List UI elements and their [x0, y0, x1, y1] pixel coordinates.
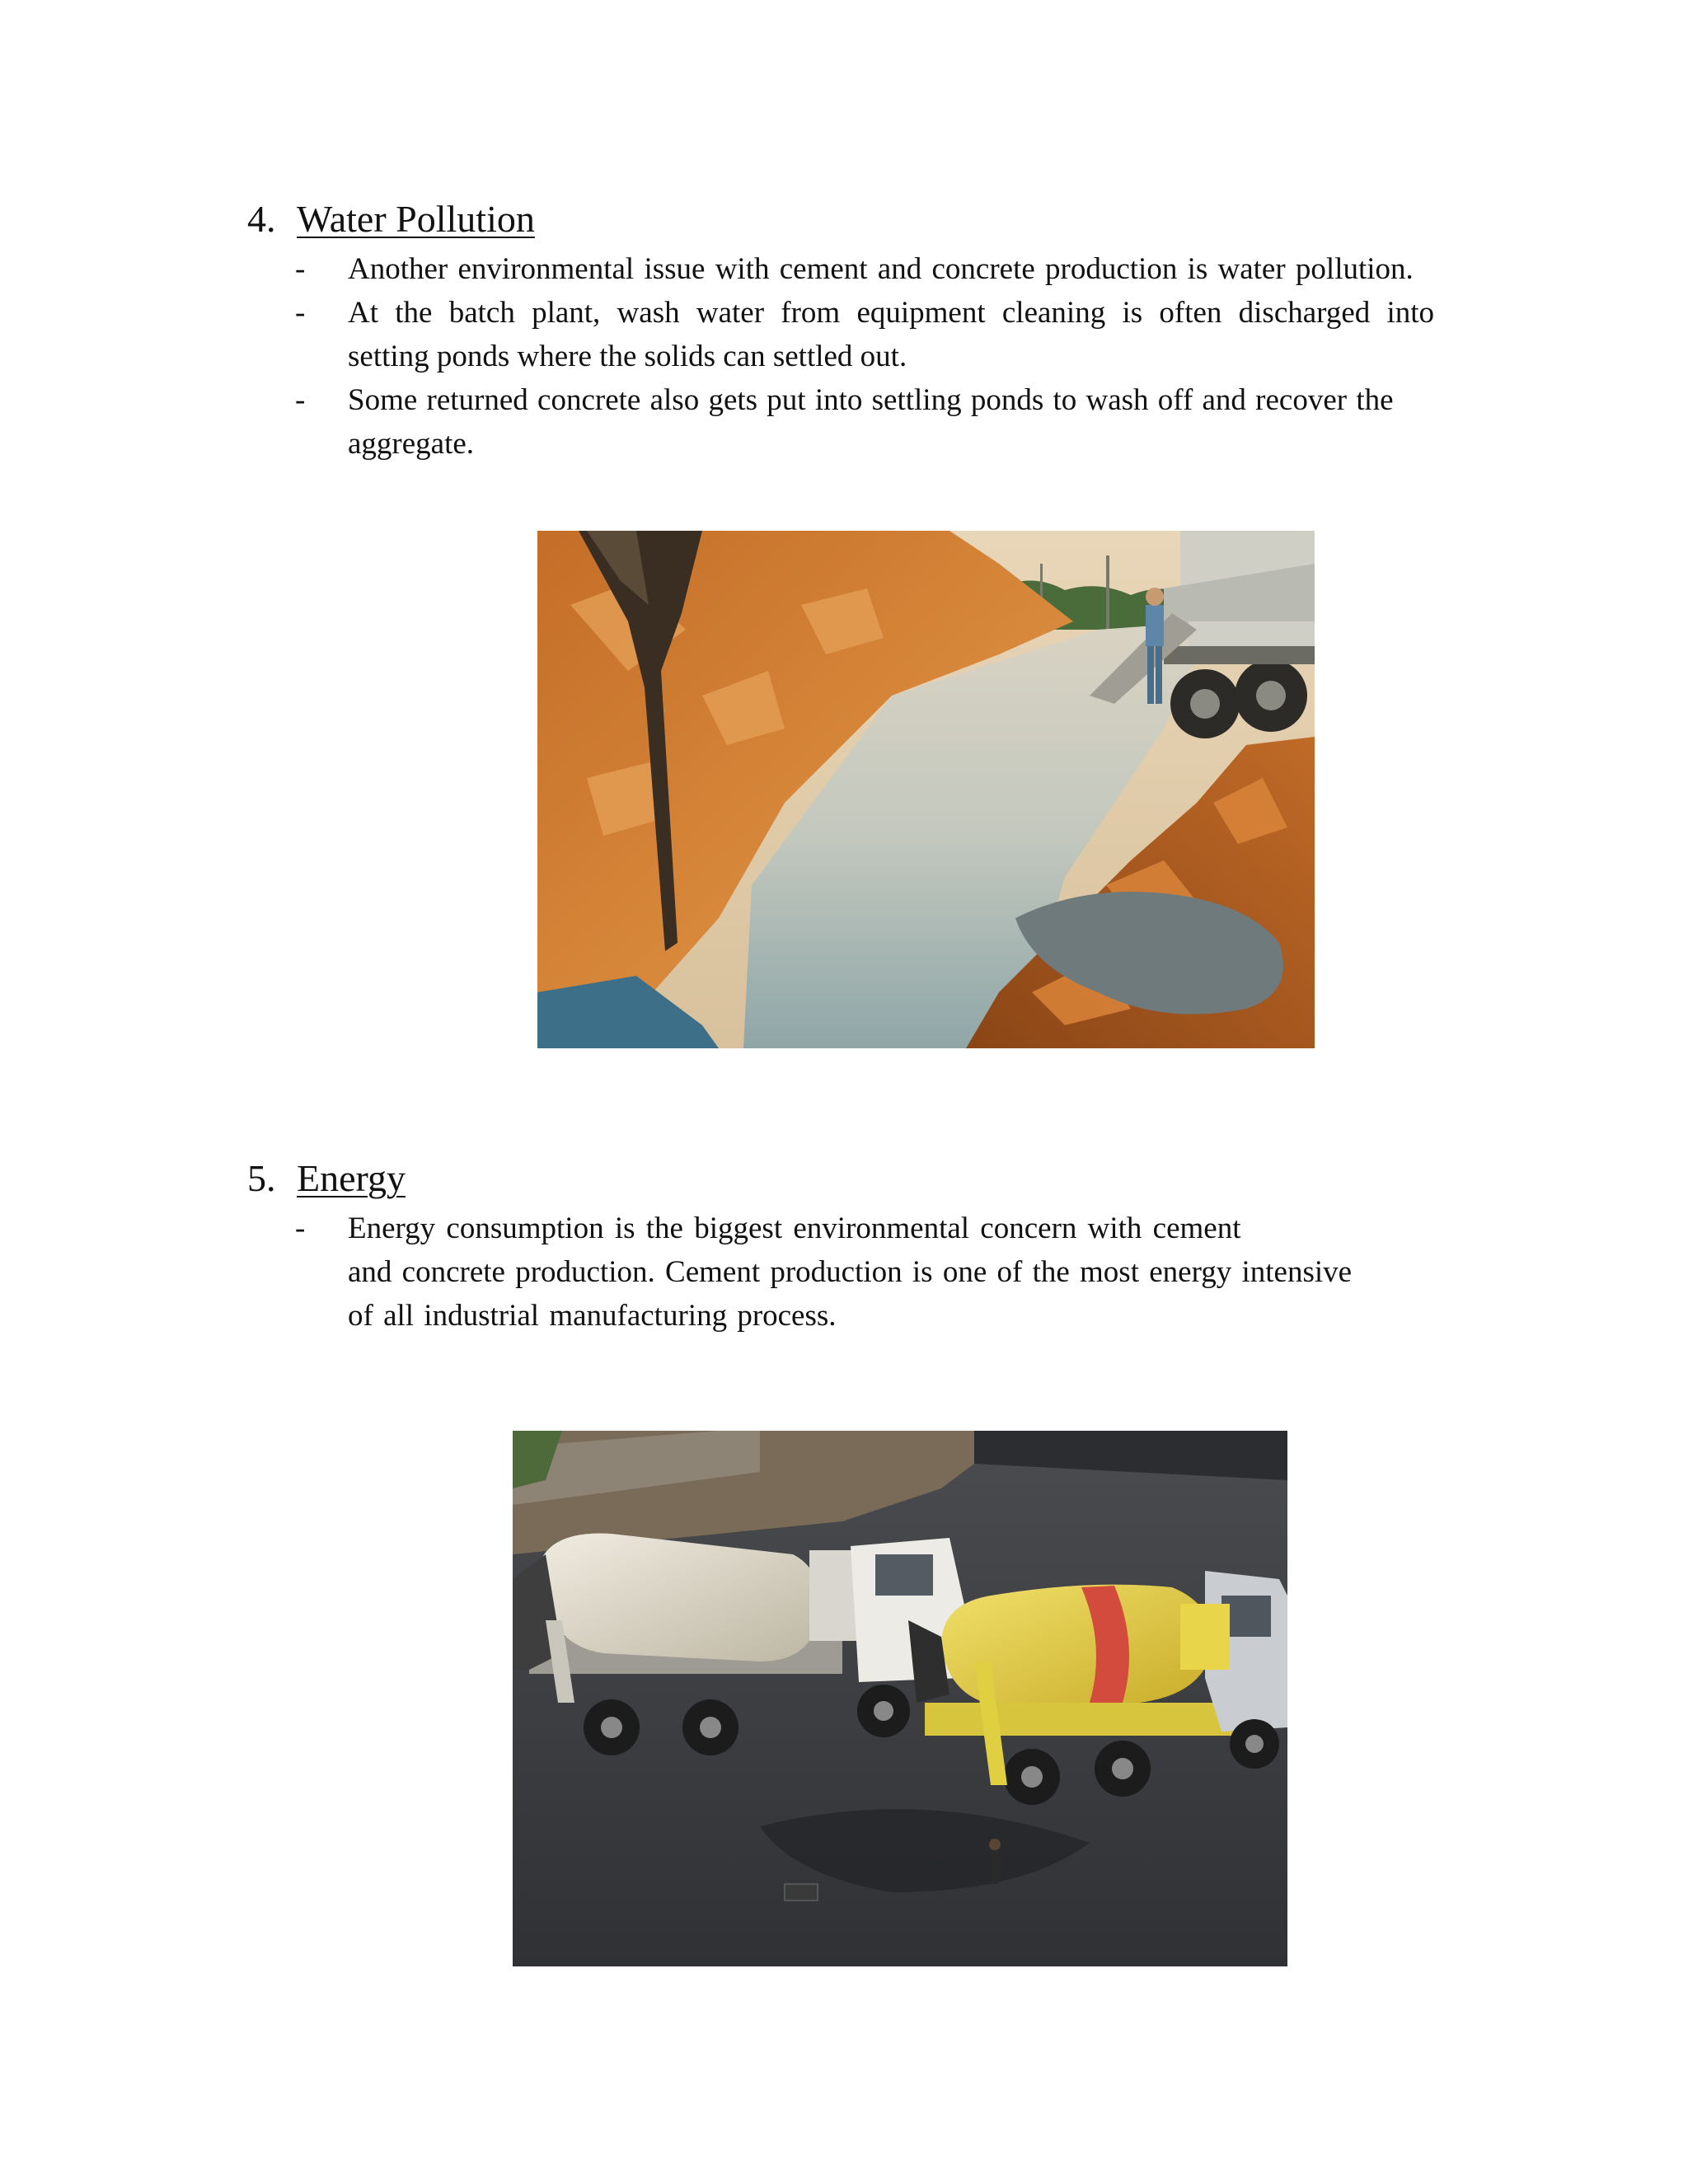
- bullet-dash: -: [295, 383, 306, 417]
- photo-cement-mixer-trucks-icon: [513, 1431, 1287, 1966]
- bullet-text-line: and concrete production. Cement production is one of the most energy intensive: [348, 1255, 1353, 1289]
- bullet-text-line: aggregate.: [348, 427, 475, 461]
- photo-concrete-pour-trench-icon: [537, 531, 1315, 1048]
- bullet-text: Another environmental issue with cement and concrete production is water pollution.: [348, 252, 1414, 286]
- section-title: Water Pollution: [297, 198, 535, 240]
- section-title: Energy: [297, 1157, 406, 1199]
- list-item: [295, 378, 1490, 466]
- section-number: 4.: [247, 198, 276, 240]
- bullet-dash: -: [295, 296, 306, 330]
- list-item: [295, 1207, 1449, 1338]
- bullet-list-energy: [295, 1207, 1449, 1338]
- list-item: [295, 291, 1490, 378]
- list-item: [295, 247, 1473, 291]
- bullet-text-line: At the batch plant, wash water from equipment cleaning is often discharged into: [348, 296, 1435, 330]
- bullet-dash: -: [295, 252, 306, 286]
- bullet-text-line: of all industrial manufacturing process.: [348, 1299, 837, 1333]
- section-heading-water-pollution: [247, 196, 535, 242]
- bullet-text-line: Energy consumption is the biggest environmental concern with cement: [348, 1212, 1241, 1245]
- bullet-text-line: Some returned concrete also gets put into settling ponds to wash off and recover the: [348, 383, 1394, 417]
- section-heading-energy: [247, 1155, 406, 1202]
- section-number: 5.: [247, 1157, 276, 1199]
- bullet-list-water-pollution: [295, 247, 1490, 466]
- bullet-dash: -: [295, 1212, 306, 1245]
- bullet-text-line: setting ponds where the solids can settled out.: [348, 340, 907, 373]
